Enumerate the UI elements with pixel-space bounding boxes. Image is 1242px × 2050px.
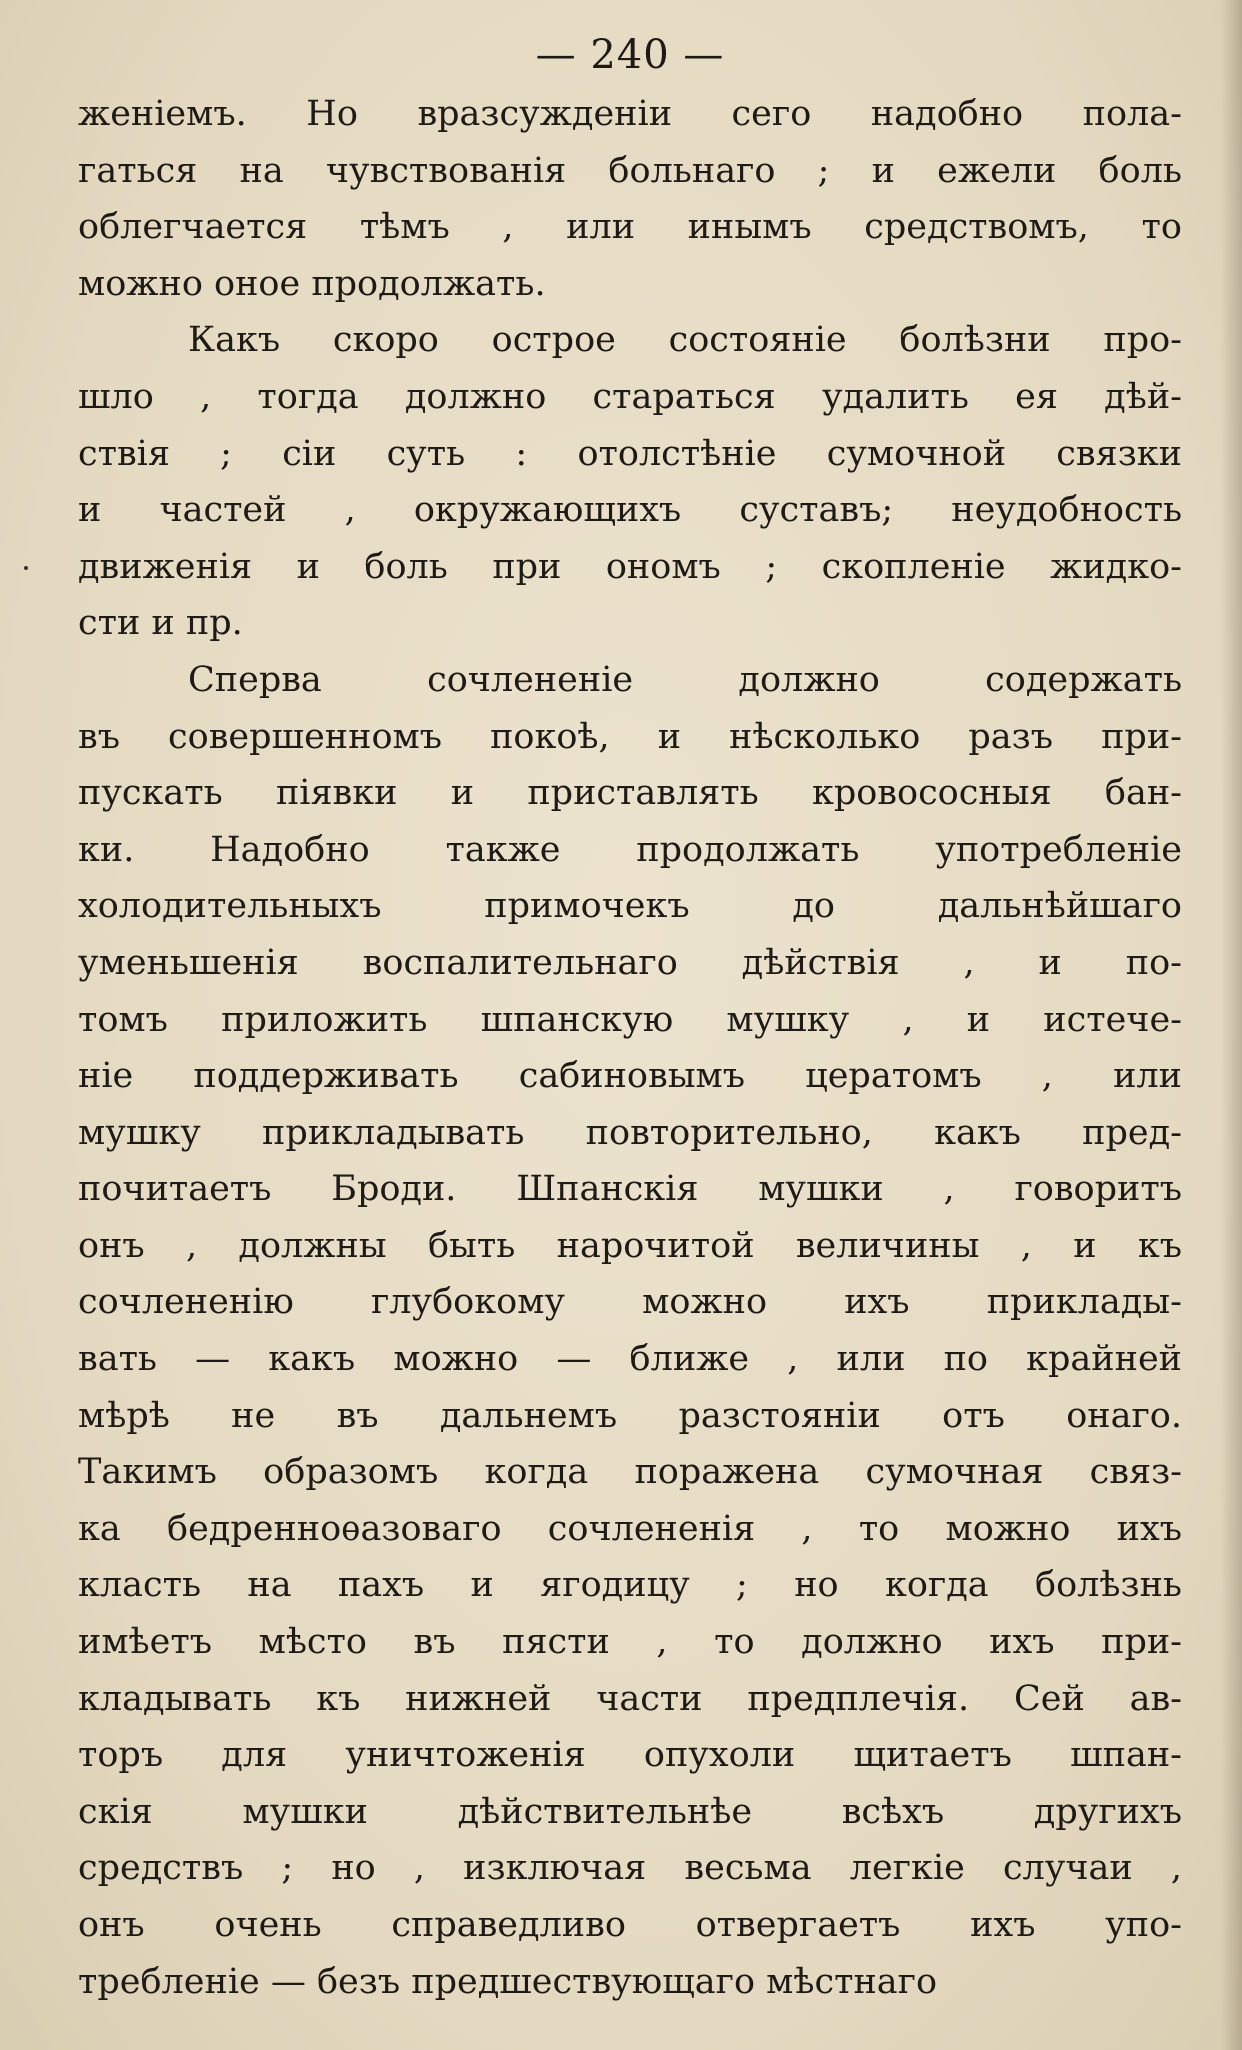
text-line: ніе поддерживать сабиновымъ цератомъ , или [78, 1056, 1182, 1097]
text-line: требленіе — безъ предшествующаго мѣстнаго [78, 1961, 938, 2002]
body-text [78, 86, 1182, 2010]
text-line: класть на пахъ и ягодицу ; но когда болѣзнь [78, 1565, 1182, 1606]
text-line: скія мушки дѣйствительнѣе всѣхъ другихъ [78, 1791, 1182, 1832]
text-line: имѣетъ мѣсто въ пясти , то должно ихъ при- [78, 1622, 1182, 1663]
text-line: гаться на чувствованія больнаго ; и ежели боль [78, 150, 1182, 191]
text-line: женіемъ. Но вразсужденіи сего надобно пола- [78, 94, 1182, 134]
text-line: сти и пр. [78, 603, 243, 644]
text-line: кладывать къ нижней части предплечія. Сей ав- [78, 1678, 1182, 1719]
text-line: Сперва сочлененіе должно содержать [188, 659, 1182, 700]
text-line: и частей , окружающихъ суставъ; неудобность [78, 490, 1182, 531]
text-line: ка бедренноѳазоваго сочлененія , то можно ихъ [78, 1508, 1182, 1549]
text-line: можно оное продолжать. [78, 263, 546, 304]
text-line: мѣрѣ не въ дальнемъ разстояніи отъ онаго. [78, 1395, 1182, 1436]
text-line: средствъ ; но , изключая весьма легкіе случаи , [78, 1848, 1182, 1889]
text-line: мушку прикладывать повторительно, какъ пред- [78, 1112, 1182, 1153]
text-line: томъ приложить шпанскую мушку , и истече- [78, 999, 1182, 1040]
text-line: холодительныхъ примочекъ до дальнѣйшаго [78, 886, 1182, 927]
text-line: шло , тогда должно стараться удалить ея дѣй- [78, 376, 1182, 417]
text-line: пускать піявки и приставлять кровососныя бан- [78, 773, 1182, 814]
text-line: почитаетъ Броди. Шпанскія мушки , говоритъ [78, 1169, 1182, 1210]
ink-speck [24, 566, 28, 570]
text-line: онъ , должны быть нарочитой величины , и къ [78, 1225, 1182, 1266]
text-line: Какъ скоро острое состояніе болѣзни про- [188, 320, 1182, 361]
text-line: движенія и боль при ономъ ; скопленіе жидко- [78, 546, 1182, 587]
text-line: Такимъ образомъ когда поражена сумочная связ- [78, 1452, 1182, 1493]
text-line: вать — какъ можно — ближе , или по крайней [78, 1339, 1182, 1380]
text-line: сочлененію глубокому можно ихъ приклады- [78, 1282, 1182, 1323]
text-line: торъ для уничтоженія опухоли щитаетъ шпан- [78, 1735, 1182, 1776]
text-line: ствія ; сіи суть : отолстѣніе сумочной связки [78, 433, 1182, 474]
text-line: онъ очень справедливо отвергаетъ ихъ упо- [78, 1905, 1182, 1945]
page-edge-shadow [1220, 0, 1242, 2050]
page-number: — 240 — [535, 32, 725, 78]
text-line: ки. Надобно также продолжать употребленіе [78, 829, 1182, 870]
text-line: въ совершенномъ покоѣ, и нѣсколько разъ при- [78, 716, 1182, 757]
text-line: уменьшенія воспалительнаго дѣйствія , и по- [78, 942, 1182, 983]
text-line: облегчается тѣмъ , или инымъ средствомъ, то [78, 207, 1182, 248]
